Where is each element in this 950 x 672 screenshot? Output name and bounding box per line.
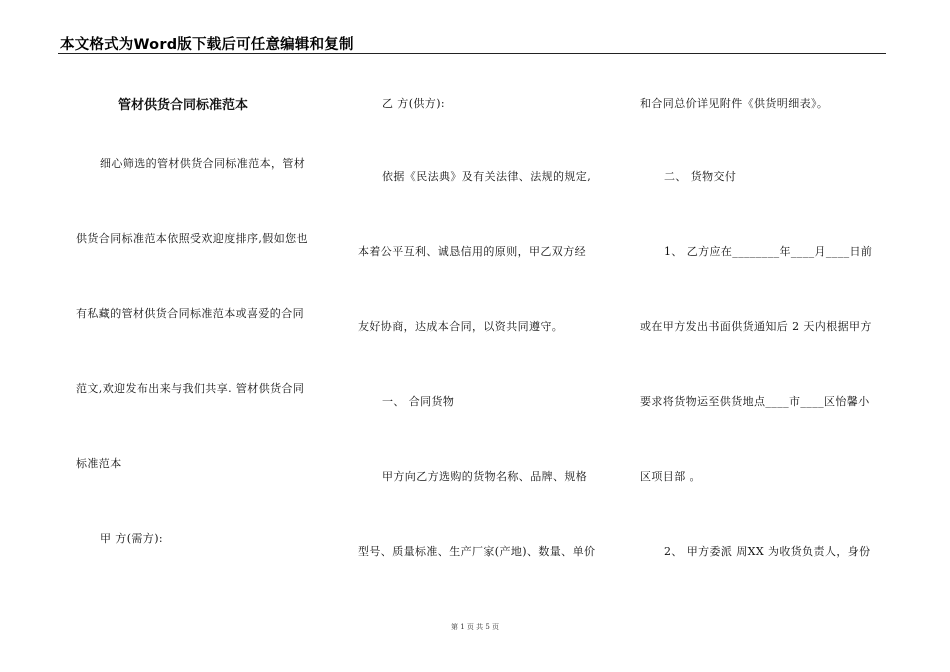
- middle-line-4: 友好协商，达成本合同，以资共同遵守。: [358, 320, 564, 333]
- left-line-5: 标准范本: [76, 457, 122, 470]
- right-line-3: 1、 乙方应在________年____月____日前: [664, 245, 873, 258]
- middle-line-3: 本着公平互利、诚恳信用的原则，甲乙双方经: [358, 245, 586, 258]
- left-line-1: 细心筛选的管材供货合同标准范本，管材: [100, 157, 306, 170]
- right-line-2: 二、 货物交付: [664, 170, 737, 183]
- left-line-3: 有私藏的管材供货合同标准范本或喜爱的合同: [76, 307, 304, 320]
- download-notice-header: 本文格式为Word版下载后可任意编辑和复制: [60, 37, 354, 53]
- left-line-2: 供货合同标准范本依照受欢迎度排序,假如您也: [76, 232, 308, 245]
- right-line-4: 或在甲方发出书面供货通知后 2 天内根据甲方: [640, 320, 872, 333]
- right-line-5: 要求将货物运至供货地点____市____区怡馨小: [640, 395, 870, 408]
- right-line-1: 和合同总价详见附件《供货明细表》。: [640, 97, 829, 110]
- document-title: 管材供货合同标准范本: [118, 98, 249, 113]
- middle-line-6: 甲方向乙方选购的货物名称、品牌、规格: [382, 470, 588, 483]
- middle-line-1: 乙 方(供方):: [382, 97, 445, 110]
- header-divider: [58, 53, 886, 54]
- left-line-4: 范文,欢迎发布出来与我们共享. 管材供货合同: [76, 382, 305, 395]
- right-line-6: 区项目部 。: [640, 470, 701, 483]
- middle-line-2: 依据《民法典》及有关法律、法规的规定,: [382, 170, 592, 183]
- left-line-6: 甲 方(需方):: [100, 532, 163, 545]
- page-number-footer: 第 1 页 共 5 页: [450, 623, 500, 631]
- middle-line-5: 一、 合同货物: [382, 395, 455, 408]
- right-line-7: 2、 甲方委派 周XX 为收货负责人，身份: [664, 545, 871, 558]
- middle-line-7: 型号、质量标准、生产厂家(产地)、数量、单价: [358, 545, 596, 558]
